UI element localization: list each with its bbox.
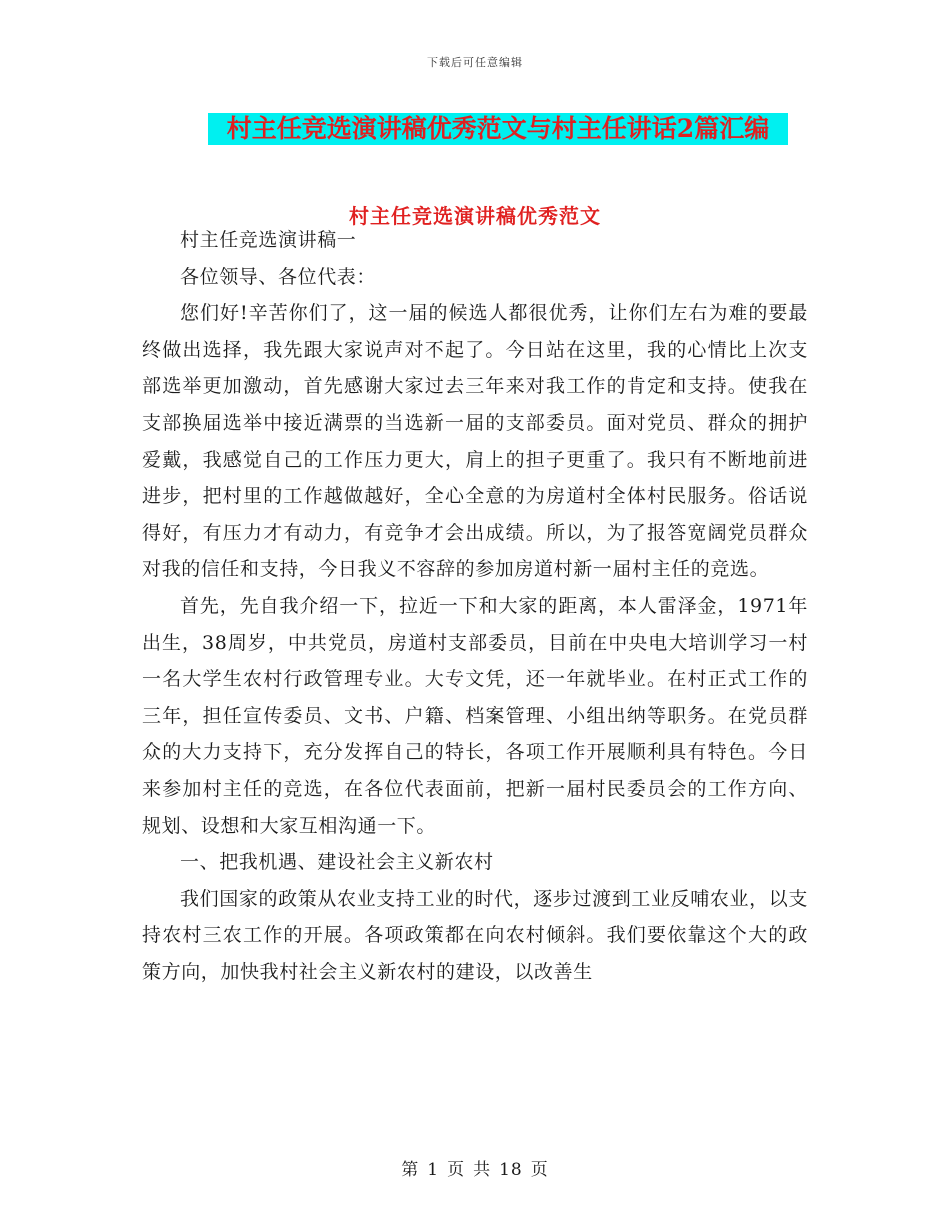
- document-body: [142, 222, 808, 990]
- paragraph: 我们国家的政策从农业支持工业的时代，逐步过渡到工业反哺农业，以支持农村三农工作的开展。各项政策都在向农村倾斜。我们要依靠这个大的政策方向，加快我村社会主义新农村的建设，以改善生: [142, 887, 808, 983]
- total-suffix: 页: [530, 1160, 549, 1180]
- total-pages: 18: [499, 1160, 523, 1180]
- page-label: 页: [447, 1160, 466, 1180]
- total-prefix: 共: [473, 1160, 492, 1180]
- header-note: 下载后可任意编辑: [427, 56, 523, 69]
- paragraph: 首先，先自我介绍一下，拉近一下和大家的距离，本人雷泽金，1971年出生，38周岁，中共党员，房道村支部委员，目前在中央电大培训学习一村一名大学生农村行政管理专业。大专文凭，还一年就毕业。在村正式工作的三年，担任宣传委员、文书、户籍、档案管理、小组出纳等职务。在党员群众的大力支持下，充分发挥自己的特长，各项工作开展顺利具有特色。今日来参加村主任的竞选，在各位代表面前，把新一届村民委员会的工作方向、规划、设想和大家互相沟通一下。: [142, 594, 808, 837]
- paragraph: 各位领导、各位代表：: [180, 265, 377, 288]
- paragraph: 一、把我机遇、建设社会主义新农村: [180, 851, 494, 874]
- page-number: 1: [427, 1160, 440, 1180]
- page-prefix: 第: [401, 1160, 420, 1180]
- paragraph: 您们好!辛苦你们了，这一届的候选人都很优秀，让你们左右为难的要最终做出选择，我先跟大家说声对不起了。今日站在这里，我的心情比上次支部选举更加激动，首先感谢大家过去三年来对我工作的肯定和支持。使我在支部换届选举中接近满票的当选新一届的支部委员。面对党员、群众的拥护爱戴，我感觉自己的工作压力更大，肩上的担子更重了。我只有不断地前进进步，把村里的工作越做越好，全心全意的为房道村全体村民服务。俗话说得好，有压力才有动力，有竞争才会出成绩。所以，为了报答宽阔党员群众对我的信任和支持，今日我义不容辞的参加房道村新一届村主任的竞选。: [142, 302, 808, 581]
- section-title: 村主任竞选演讲稿优秀范文: [349, 204, 601, 228]
- main-title: 村主任竞选演讲稿优秀范文与村主任讲话2篇汇编: [226, 114, 770, 143]
- page-footer: [0, 1155, 950, 1180]
- paragraph: 村主任竞选演讲稿一: [180, 229, 357, 251]
